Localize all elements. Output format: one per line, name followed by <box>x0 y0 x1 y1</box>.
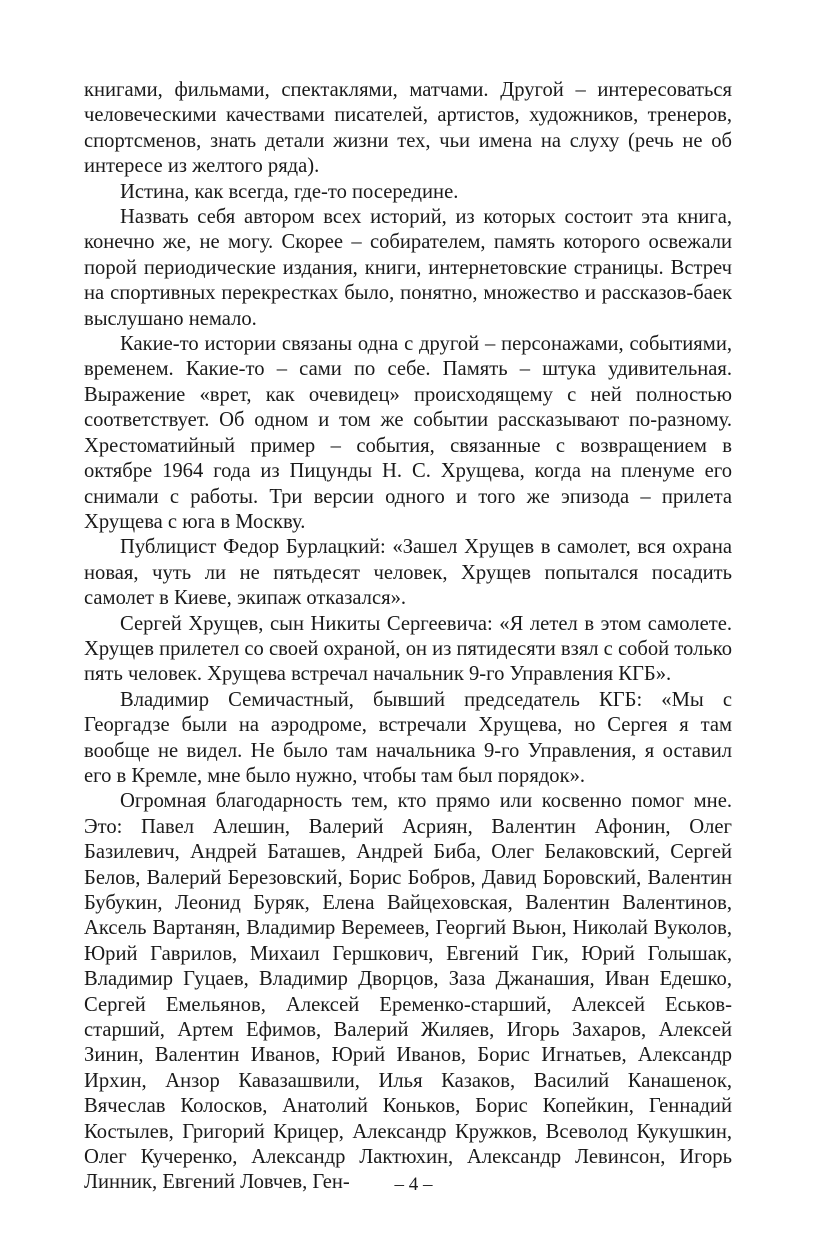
paragraph-memory: Какие-то истории связаны одна с другой – персонажами, событиями, временем. Какие-то – сами по себе. Память – штука удивительная. Выражение «врет, как очевидец» происходящему с ней полностью соответствует. Об одном и том же событии рассказывают по-разному. Хрестоматийный пример – события, связанные с возвращением в октябре 1964 года из Пицунды Н. С. Хрущева, когда на пленуме его снимали с работы. Три версии одного и того же эпизода – прилета Хрущева с юга в Москву. <box>84 333 732 533</box>
page-body <box>84 78 732 1196</box>
paragraph-semichastny: Владимир Семичастный, бывший председатель КГБ: «Мы с Георгадзе были на аэродроме, встречали Хрущева, но Сергея я там вообще не видел. Не было там начальника 9-го Управления, я оставил его в Кремле, мне было нужно, чтобы там был порядок». <box>84 688 732 787</box>
paragraph-burlatsky: Публицист Федор Бурлацкий: «Зашел Хрущев в самолет, вся охрана новая, чуть ли не пятьдесят человек, Хрущев попытался посадить самолет в Киеве, экипаж отказался». <box>84 536 732 610</box>
paragraph-khrushchev-son: Сергей Хрущев, сын Никиты Сергеевича: «Я летел в этом самолете. Хрущев прилетел со своей охраной, он из пятидесяти взял с собой только пять человек. Хрущева встречал начальник 9-го Управления КГБ». <box>84 612 733 686</box>
paragraph-acknowledgements: Огромная благодарность тем, кто прямо или косвенно помог мне. Это: Павел Алешин, Валерий Асриян, Валентин Афонин, Олег Базилевич, Андрей Баташев, Андрей Биба, Олег Белаковский, Сергей Белов, Валерий Березовский, Борис Бобров, Давид Боровский, Валентин Бубукин, Леонид Буряк, Елена Вайцеховская, Валентин Валентинов, Аксель Вартанян, Владимир Веремеев, Георгий Вьюн, Николай Вуколов, Юрий Гаврилов, Михаил Гершкович, Евгений Гик, Юрий Голышак, Владимир Гуцаев, Владимир Дворцов, Заза Джанашия, Иван Едешко, Сергей Емельянов, Алексей Еременко-старший, Алексей Еськов-старший, Артем Ефимов, Валерий Жиляев, Игорь Захаров, Алексей Зинин, Валентин Иванов, Юрий Иванов, Борис Игнатьев, Александр Ирхин, Анзор Кавазашвили, Илья Казаков, Василий Канашенок, Вячеслав Колосков, Анатолий Коньков, Борис Копейкин, Геннадий Костылев, Григорий Крицер, Александр Кружков, Всеволод Кукушкин, Олег Кучеренко, Александр Лактюхин, Александр Левинсон, Игорь Линник, Евгений Ловчев, Ген- <box>84 790 732 1194</box>
page-number: – 4 – <box>394 1174 433 1195</box>
paragraph-author: Назвать себя автором всех историй, из которых состоит эта книга, конечно же, не могу. Скорее – собирателем, память которого освежали порой периодические издания, книги, интернетовские страницы. Встреч на спортивных перекрестках было, понятно, множество и рассказов-баек выслушано немало. <box>84 206 732 330</box>
paragraph-truth: Истина, как всегда, где-то посередине. <box>120 180 459 203</box>
paragraph-continuation: книгами, фильмами, спектаклями, матчами. Другой – интересоваться человеческими качествами писателей, артистов, художников, тренеров, спортсменов, знать детали жизни тех, чьи имена на слуху (речь не об интересе из желтого ряда). <box>84 79 732 178</box>
